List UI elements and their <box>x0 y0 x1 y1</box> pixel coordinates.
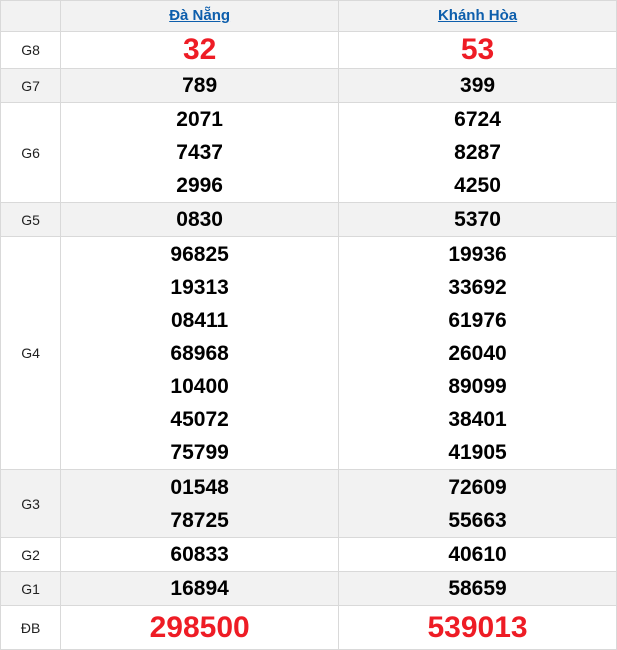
prize-row-g3 <box>1 470 617 538</box>
prize-number: 40610 <box>448 543 507 566</box>
prize-row-g6 <box>1 103 617 203</box>
prize-number: 19313 <box>170 275 229 299</box>
prize-number: 41905 <box>448 440 507 464</box>
prize-number: 72609 <box>448 475 507 499</box>
prize-number: 38401 <box>448 407 507 431</box>
prize-number: 55663 <box>448 508 507 532</box>
prize-number: 2996 <box>176 174 223 197</box>
row-label-g1: G1 <box>1 572 61 606</box>
prize-number: 789 <box>182 74 218 97</box>
prize-number: 78725 <box>170 508 229 532</box>
prize-number: 6724 <box>454 108 501 131</box>
prize-number: 96825 <box>170 242 229 266</box>
prize-row-g7 <box>1 69 617 103</box>
row-label-g2: G2 <box>1 538 61 572</box>
corner-cell <box>1 1 61 32</box>
row-label-g4: G4 <box>1 237 61 470</box>
prize-number: 10400 <box>170 374 229 398</box>
prize-number: 45072 <box>170 407 229 431</box>
prize-number: 2071 <box>176 108 223 131</box>
prize-number: 298500 <box>149 610 250 644</box>
prize-number: 68968 <box>170 341 229 365</box>
prize-number: 26040 <box>448 341 507 365</box>
prize-number: 7437 <box>176 141 223 164</box>
prize-number: 399 <box>460 74 496 97</box>
row-label-g3: G3 <box>1 470 61 538</box>
prize-number: 539013 <box>427 610 528 644</box>
row-label-g7: G7 <box>1 69 61 103</box>
prize-number: 53 <box>460 33 495 66</box>
prize-number: 60833 <box>170 543 229 566</box>
prize-number: 33692 <box>448 275 507 299</box>
prize-number: 75799 <box>170 440 229 464</box>
prize-number: 19936 <box>448 242 507 266</box>
prize-number: 89099 <box>448 374 507 398</box>
prize-number: 61976 <box>448 308 507 332</box>
prize-row-g8 <box>1 32 617 69</box>
row-label-g8: G8 <box>1 32 61 69</box>
column-header-khanh-hoa[interactable]: Khánh Hòa <box>437 7 518 24</box>
prize-number: 32 <box>182 33 217 66</box>
prize-number: 58659 <box>448 577 507 600</box>
prize-number: 0830 <box>176 208 223 231</box>
prize-number: 4250 <box>454 174 501 197</box>
row-label-db: ĐB <box>1 606 61 650</box>
column-header-da-nang[interactable]: Đà Nẵng <box>169 7 231 24</box>
prize-row-g1 <box>1 572 617 606</box>
prize-number: 16894 <box>170 577 229 600</box>
prize-number: 5370 <box>454 208 501 231</box>
prize-row-g2 <box>1 538 617 572</box>
prize-number: 8287 <box>454 141 501 164</box>
prize-row-g5 <box>1 203 617 237</box>
row-label-g5: G5 <box>1 203 61 237</box>
prize-number: 01548 <box>170 475 229 499</box>
row-label-g6: G6 <box>1 103 61 203</box>
prize-row-db <box>1 606 617 650</box>
prize-number: 08411 <box>171 308 229 332</box>
prize-row-g4 <box>1 237 617 470</box>
header-row <box>1 1 617 32</box>
